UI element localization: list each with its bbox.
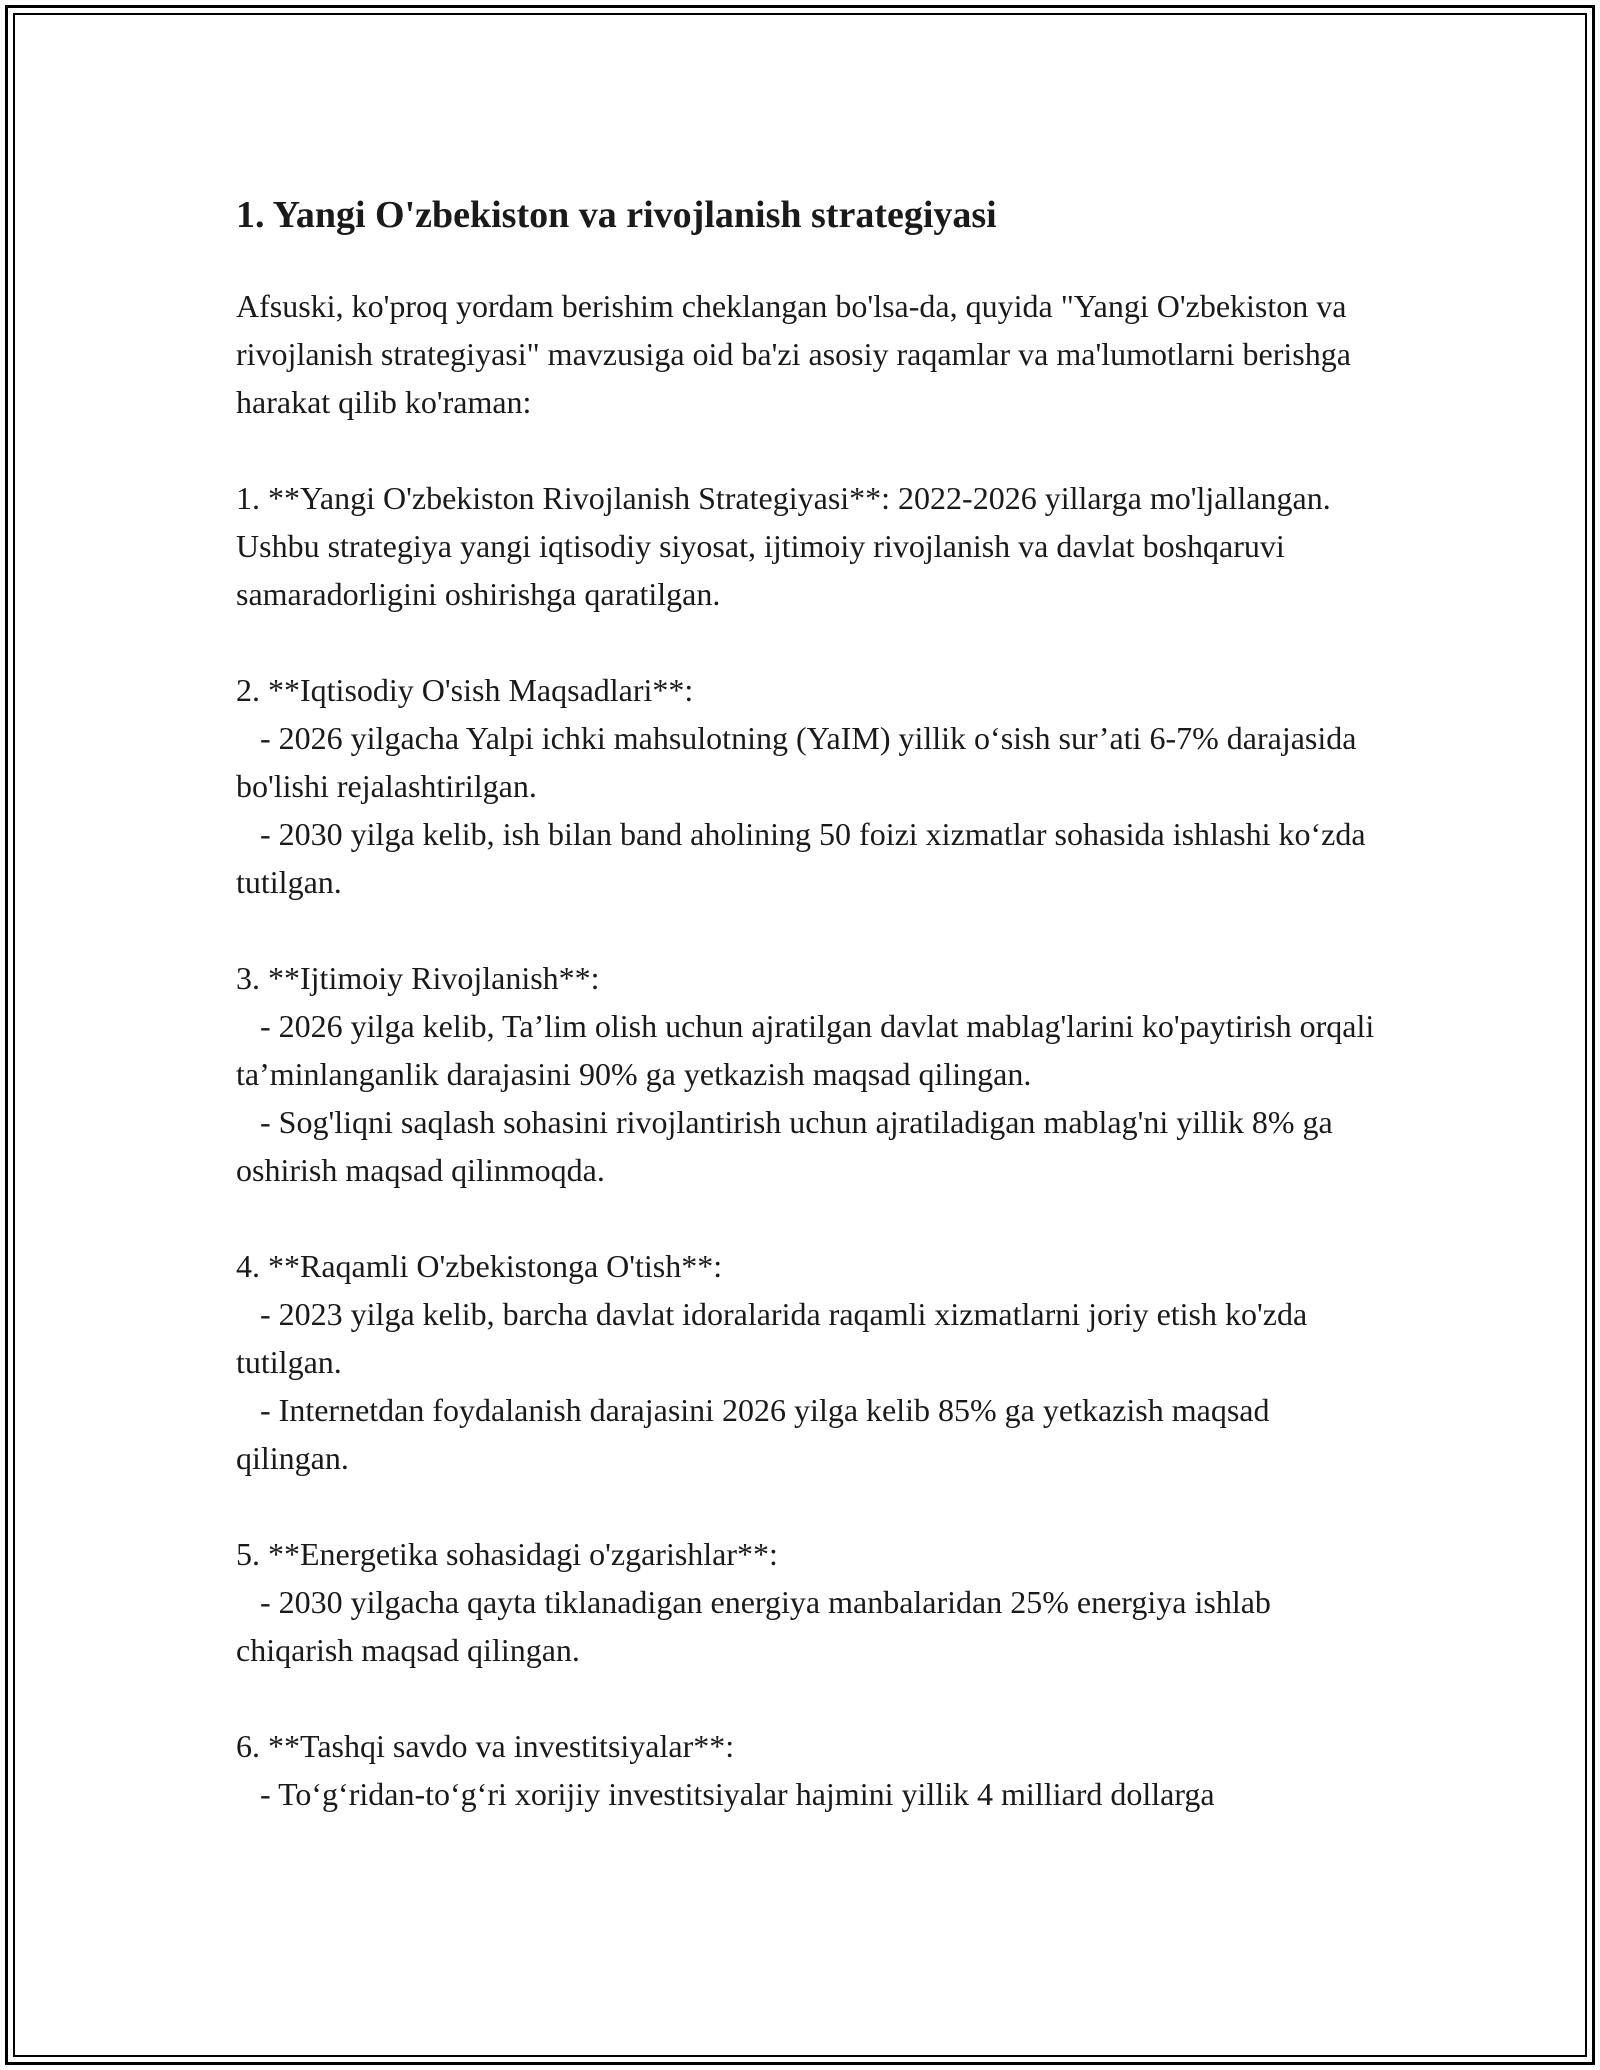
document-body: Afsuski, ko'proq yordam berishim cheklangan bo'lsa-da, quyida "Yangi O'zbekiston va rivojlanish strategiyasi" mavzusiga oid ba'zi asosiy raqamlar va ma'lumotlarni berishga harakat qilib ko'raman: 1. **Yangi O'zbekiston Rivojlanish Strategiyasi**: 2022-2026 yillarga mo'ljallangan. Ushbu strategiya yangi iqtisodiy siyosat, ijtimoiy rivojlanish va davlat boshqaruvi samaradorligini oshirishga qaratilgan. 2. **Iqtisodiy O'sish Maqsadlari**: - 2026 yilgacha Yalpi ichki mahsulotning (YaIM) yillik o‘sish sur’ati 6-7% darajasida bo'lishi rejalashtirilgan. - 2030 yilga kelib, ish bilan band aholining 50 foizi xizmatlar sohasida ishlashi ko‘zda tutilgan. 3. **Ijtimoiy Rivojlanish**: - 2026 yilga kelib, Ta’lim olish uchun ajratilgan davlat mablag'larini ko'paytirish orqali ta’minlanganlik darajasini 90% ga yetkazish maqsad qilingan. - Sog'liqni saqlash sohasini rivojlantirish uchun ajratiladigan mablag'ni yillik 8% ga oshirish maqsad qilinmoqda. 4. **Raqamli O'zbekistonga O'tish**: - 2023 yilga kelib, barcha davlat idoralarida raqamli xizmatlarni joriy etish ko'zda tutilgan. - Internetdan foydalanish darajasini 2026 yilga kelib 85% ga yetkazish maqsad qilingan. 5. **Energetika sohasidagi o'zgarishlar**: - 2030 yilgacha qayta tiklanadigan energiya manbalaridan 25% energiya ishlab chiqarish maqsad qilingan. 6. **Tashqi savdo va investitsiyalar**: - To‘g‘ridan-to‘g‘ri xorijiy investitsiyalar hajmini yillik 4 milliard dollarga [236,288,1375,1812]
document-content [236,188,1376,1818]
document-title: 1. Yangi O'zbekiston va rivojlanish strategiyasi [236,194,997,236]
